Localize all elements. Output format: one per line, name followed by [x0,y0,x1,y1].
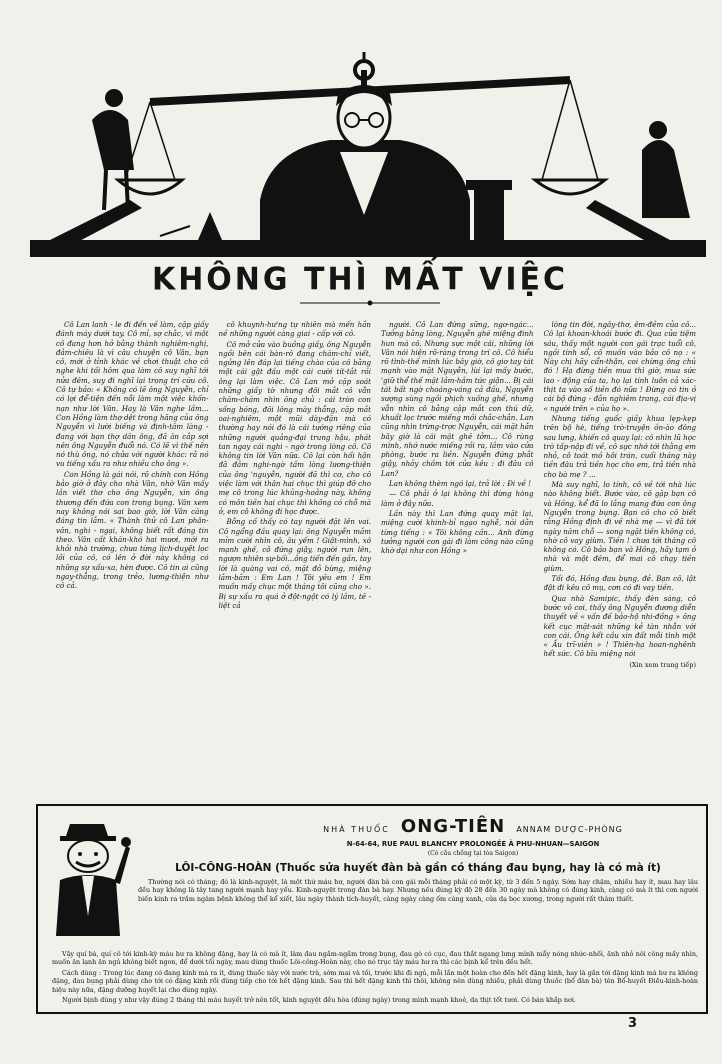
ad-post-label: ANNAM DƯỢC-PHÒNG [516,825,623,834]
paragraph: Cô Lan lanh - le đi đến về làm, cặp giấy đánh máy dưới tay. Cô mỉ, sợ chắc, vì một cô đang hơn hở bằng thành nghiêm-nghị, đảm-chiêu là vì câu chuyện cô Vân, bạn cô, mới ở tỉnh khác về chơi thuật cho cô nghe khi tối hôm qua làm cô suy nghĩ tới nửa đêm, suy đi nghĩ lại trong trí cứu cô. Cô tự bảo: « Không có lẽ ông Nguyễn, chỉ có lợi để-tiện đến nỗi làm một việc khốn-nạn như lời Vân. Hay là Vân nghe lầm... Con Hồng làm thợ dệt trong hãng của ông Nguyễn vì lười biếng và định-tâm làng - đang với bạn thợ dân ông, đã ăn cắp sợi nên ông Nguyễn đuổi nó. Có lẽ vì thế nên nó thù ông, nó chửa với người khác: rằ nó vu tiếng xấu ra như nhiều cho ông ». [56,320,209,469]
paragraph: Nhưng tiếng guốc giầy khua lẹp-kẹp trên bộ hè, tiếng trò-truyện ồn-ào đông sau lưng, khiến cô quay lại: cô nhìn lũ học trò tấp-nập đi về, cô sực nhớ tới thằng em nhỏ, cô toát mồ hôi trán, cuối tháng này tiền đâu trả tiền học cho em, trả tiền nhà cho bà mẹ ? ... [543,413,696,479]
paragraph: Cô mở cửa vào buồng giấy, ông Nguyễn ngồi bên cái bàn-rô đang chăm-chỉ viết, ngửng lên đáp lại tiếng chào của cô bằng một cái gật đầu một cái cười tít-tắt rồi ông lại làm việc. Cô Lan mở cặp soát những giấy tờ nhưng đôi mắt cô vẫn chăm-chăm nhìn ông chủ : cái tròn con sống bóng, đôi lông mày thẳng, cặp mắt oai-nghiêm, một mũi dày-đặn mà có thường hay nói đó là cái tướng riêng của những người quảng-đại trung hậu, phát tan ngay cái nghi - ngờ trong lòng cô. Cô không tin lời Vân nữa. Cô lại còn hối hận đã đảm nghi-ngờ tấm lòng lương-thiện của ông 'nguyễn, người đã thì cơ, cho cô việc làm với thân hai chục thì giúp đỡ cho mẹ cô trong lúc khủng-hoảng này, không có môn tiền hai chục thì không có chỗ mà ở, em cô không đi học được. [218,339,371,516]
paragraph: người. Cô Lan đứng sững, ngơ-ngác... Tưởng bằng lòng, Nguyễn ghé miệng đinh hun má cô. Nhưng sực một cái, những lời Vân nói hiện rõ-ràng trong trí cô. Cô hiểu rõ tình-thế mình lúc bây giờ, cô giơ tay tát mạnh vào mặt Nguyễn, lùi lại mấy bước, 'giữ thể thế mặt lầm-hầm tức giận... Bị cái tát bất ngờ choáng-váng cả đầu, Nguyễn sượng sùng ngồi phịch xuống ghế, nhưng vẫn nhìn cô bằng cặp mắt con thú dữ, khuất lọc trước miếng mồi chắc-chắn. Lan cũng nhìn trừng-trợc Nguyễn, cái mặt hắn bây giờ là cái mặt ghê tởm... Cô rùng mình, nhớ nước miếng rồi ra, lầm vào cửa phòng, bước ra liền. Nguyễn đứng phắt giậy, nhảy chồm tới cửa kêu : đi đâu cô Lan? [381,320,534,478]
paragraph: Con Hồng là gái nói, rõ chính con Hồng bảo giờ ở đây cho nhà Vân, nhờ Vân mấy lần viết thơ cho ông Nguyễn, xin ông thương đến đứa con trong bụng. Vân xem nay không nói sai bao giờ, lời Vân căng đáng tin lắm. « Thành thử cô Lan phân-vân, nghi - ngại, không biết rất đáng tin theo. Vân cất khăn-khó hai mươi, mới ra khỏi nhà trường, chưa từng lịch-duyệt lọc lõi của cô, có lên ở đời này không có những sự xấu-xa, hèn được. Cô tin ai cũng ngay-thẳng, trong trẻo, lương-thiện như cô cả. [56,469,209,591]
text-column-2 [219,320,372,790]
text-column-4 [544,320,697,790]
ad-product-name: LÔI-CÔNG-HOÀN (Thuốc sửa huyết đàn bà gần có tháng đau bụng, hay là có mà ít) [175,862,661,874]
ad-note: (Có cầu chồng tại tòa Saigon) [427,850,519,857]
ad-body [138,878,698,905]
paragraph: lòng tin đời, ngây-thơ, êm-đềm của cô... Cô lại khoan-khoái bước đi. Qua cửa tiệm sáu, thấy một người con gái trạc tuổi cô, ngồi tính sổ, cô muốn vào bảo cô nọ : « Này chị hãy cẩn-thận, coi chừng ông chủ đó ! Hạ đừng tiền mua thì giờ, mua sức lao - động của ta, họ lại tính luôn cả xác-thịt ta vào số tiền đó nữa ! Đừng có tin ở cái bộ đứng - đắn nghiêm trang, cái địa-vị « người trên » của họ ». [543,320,696,413]
ad-address: N-64-64, RUE PAUL BLANCHY PROLONGÉE À PHU-NHUAN—SAIGON [346,840,600,848]
continued-note: (Xin xem trang tiếp) [629,660,696,669]
ad-pharmacy-name: ONG-TIÊN [400,816,506,837]
article-body [56,320,696,790]
paragraph: Tối đó, Hồng đau bụng, đẻ. Bạn cô, lật đật đi kêu cô mụ, cơn có đi vay tiền. [543,574,696,593]
ad-paragraph: Vậy quí bà, quí cô tới kinh-kỳ máu hư ra không đặng, hay là có mà ít, làm đau ngầm-ngầm trong bụng, đau gò có cục, đau thắt ngang lưng mình mẩy nóng nhức-nhối, ănh nhỏ nôi công mấy nhìn, muốn ăn lạnh ăn ngủ không biết ngon, để dưới tối ngày, mau dùng thuốc Lôi-công-Hoàn này, cho nó trục tây máu hư ra thì các bịnh kể trên đều hết. [52,950,698,967]
pharmacy-advertisement [36,804,708,1014]
article-title: KHÔNG THÌ MẤT VIỆC [151,261,569,298]
ad-pre-label: NHÀ THUỐC [323,825,390,834]
ad-paragraph: Người bịnh dùng y như vậy đúng 2 tháng thì máu huyết trở nên tốt, kinh nguyệt đều hòa (đúng ngày) trong mình mạnh khoẻ, da thịt tốt tươi. Có bán khắp nơi. [62,996,576,1005]
title-ornament [300,300,440,306]
scales-of-justice-illustration [30,40,706,262]
paragraph: — Cô phải ở lại không thì đừng hòng làm ở đây nữa. [381,489,534,508]
page-number: 3 [628,1016,638,1031]
paragraph: Lần này thì Lan đứng quay mặt lại, miệng cười khinh-bỉ ngạo nghễ, nói dằn từng tiếng : « Tôi không cần... Anh đừng tưởng người con gái đi làm công nào cũng khờ dại như con Hồng » [381,508,534,556]
paragraph: Bỗng cố thấy có tay người đặt lên vai. Cô ngẩng đầu quay lại: ông Nguyễn mắm mỉm cười nhìn cô, âu yếm ! Giật-mình, xô mạnh ghế, cô đứng giậy, người run lên, ngượn nhiên sự-bối...ông tiến đến gần, tay lời là quàng vai cô, mặt đỏ bừng, miệng lắm-bắm : Em Lan ! Tôi yêu em ! Em muốn mấy chục một tháng tôi cũng cho ». Bị sự xấu ra quá ở đột-ngột có lý lầm, tê - liệt cả [218,517,371,610]
text-column-3 [381,320,534,790]
ad-body-wide [52,950,698,1006]
ad-paragraph: Thường nói có tháng; đó là kinh-nguyệt, là một thứ máu hư, người đàn bà con gái mỗi tháng phải có một kỳ, từ 3 đến 5 ngày. Sớm hay chậm, nhiều hay ít, mau hay lâu đều hay không là tây tang người mạnh hay yếu. Kinh-nguyệt trong đàn bà hay. Nhưng nếu đúng kỳ độ 28 đến 30 ngày mà không có đúng kinh, càng có mà ít thì cơn người biến kinh ra trầm ngâm bệnh không thể kể xiết, lâu ngày thành tích-huyết, càng ngày càng ốm càng xanh, cửa dạ bọc xương, trong người rất thâm thiết. [138,878,698,903]
paragraph: Qua nhà Samipic, thấy đèn sáng, cô bước vô coi, thấy ông Nguyễn đương diễn thuyết về « vấn đề bảo-hộ nhi-đồng » ông kết cục mặt-sát những kẻ tàn nhẫn với con cái. Ông kết cầu xin đất mỗi tình một « Ấu trĩ-viên » ! Thiên-hạ hoan-nghênh hết sức. Cô bĩu miệng nói [543,593,696,659]
ad-header [258,816,688,837]
paragraph: cô khuynh-hư'ng tự nhiên mà mến hắn nề những người càng giai - cấp với cô. [218,320,371,339]
paragraph: Lan không thèm ngó lại, trả lời : Đi về ! [389,479,531,489]
paragraph: Mà suy nghĩ, lo tính, cô về tới nhà lúc nào không biết. Bước vào, cô gặp bạn cô và Hồng, kể đã lo lắng mang đứa con ông Nguyễn trong bụng. Bạn cô cho cô biết rằng Hồng định đi về nhà mẹ — vì đã tới ngày năm chỗ — song ngặt tiền không có, nhờ cô vay giùm. Tiền ! chưa tới tháng cô không có. Cô bảo bạn và Hồng, hãy tạm ở nhà và một đêm, để mai cô chạy tiền giùm. [543,480,696,573]
ad-paragraph: Cách dùng : Trong lúc đang có đang kinh mà ra ít, dùng thuốc này với nước trà, sớm mai và tối, trước khi đi ngủ, mỗi lần một hoàn cho đến hết đặng kinh, hay là gần tới đặng kinh mà hư ra không đặng, đau bụng phải dùng cho tới có đặng kinh rồi dùng tiếp cho tới hết đặng kinh. Sau thì hết đặng kinh thì thôi, không nên dùng nhiều, phải dùng thuốc (bổ đàn bà) tên Bổ-huyết Điều-kinh-hoàn hiệu này nữa, đặng dưỡng huyết lại cho dùng ngày. [52,968,698,994]
man-pointing-illustration [46,816,132,948]
text-column-1 [56,320,209,790]
